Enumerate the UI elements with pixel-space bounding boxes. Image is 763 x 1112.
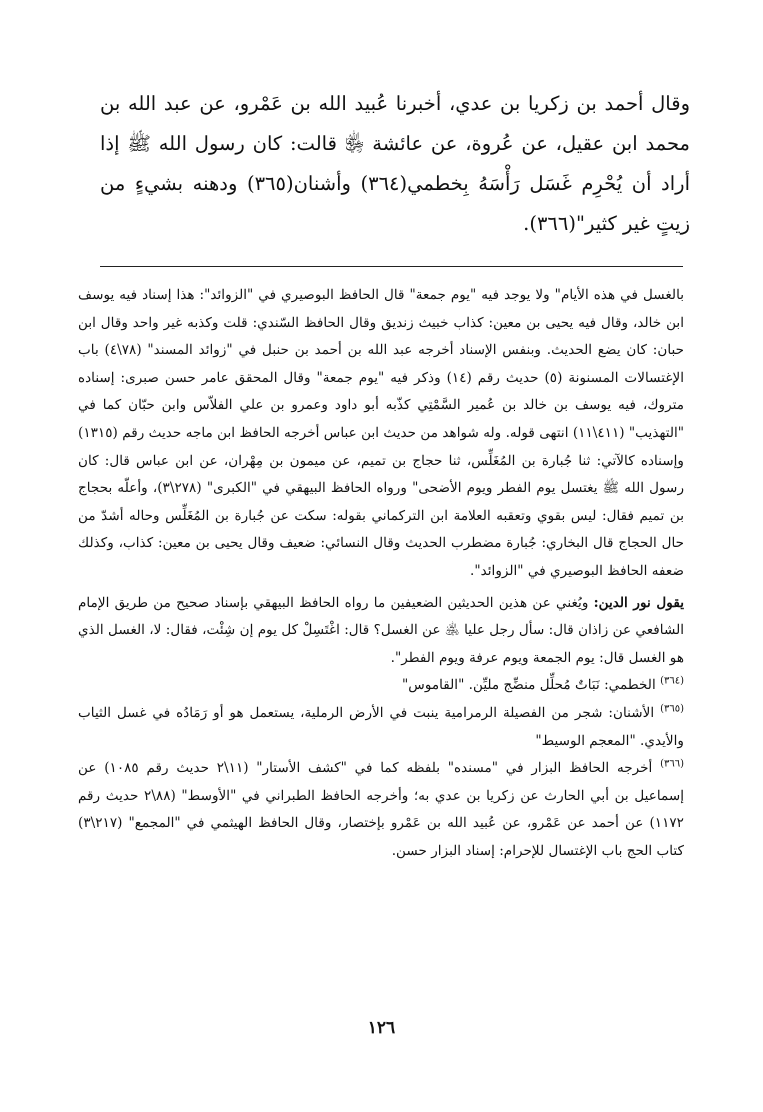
- footnote-365: [78, 700, 684, 755]
- author-comment-lead: يقول نور الدين:: [593, 594, 684, 611]
- main-text-block: [100, 84, 690, 244]
- footnote-364-number: (٣٦٤): [660, 675, 684, 687]
- footnotes-block: [78, 282, 684, 865]
- footnote-364-text: الخطمي: نَبَاتٌ مُحلِّل منضِّج مليِّن. "القاموس": [401, 677, 656, 694]
- footnote-366-text: أخرجه الحافظ البزار في "مسنده" بلفظه كما في "كشف الأستار" (١١\٢ حديث رقم ١٠٨٥) عن إسماعيل بن أبي الحارث عن زكريا بن عدي به؛ وأخرجه الحافظ الطبراني في "الأوسط" (٨٨\٢ حديث رقم ١١٧٢) عن أحمد عن عَمْرو، عن عُبيد الله بن عَمْرو بإختصار، وقال الحافظ الهيثمي في "المجمع" (٢١٧\٣) كتاب الحج باب الإغتسال للإحرام: إسناد البزار حسن.: [78, 760, 684, 859]
- footnote-365-text: الأشنان: شجر من الفصيلة الرمرامية ينبت في الأرض الرملية، يستعمل هو أو رَمَادُه في غسل الثياب والأيدي. "المعجم الوسيط": [78, 704, 684, 749]
- footnote-365-number: (٣٦٥): [660, 703, 684, 715]
- footnote-364: [78, 672, 684, 700]
- author-comment: [78, 590, 684, 673]
- footnote-separator-line: [100, 266, 683, 267]
- footnote-366-number: (٣٦٦): [660, 758, 685, 770]
- footnote-366: [78, 755, 684, 865]
- page-number: ١٢٦: [367, 1018, 396, 1038]
- footnote-continuation: بالغسل في هذه الأيام" ولا يوجد فيه "يوم جمعة" قال الحافظ البوصيري في "الزوائد": هذا إسناد فيه يوسف ابن خالد، وقال فيه يحيى بن معين: كذاب خبيث زنديق وقال الحافظ السّندي: قلت وكذبه غير واحد وقال ابن حبان: كان يضع الحديث. وبنفس الإسناد أخرجه عبد الله بن أحمد بن حنبل في "زوائد المسند" (٧٨\٤) باب الإغتسالات المسنونة (٥) حديث رقم (١٤) وذكر فيه "يوم جمعة" وقال المحقق عامر حسن صبرى: إسناده متروك، فيه يوسف بن خالد بن عُمير السَّمْتِي كذّبه أبو داود وعمرو بن علي الفلاّس وابن حبّان كما في "التهذيب" (٤١١\١١) انتهى قوله. وله شواهد من حديث ابن عباس أخرجه الحافظ ابن ماجه حديث رقم (١٣١٥) وإسناده كالآتي: ثنا جُبارة بن المُغَلِّس، ثنا حجاج بن تميم، عن ميمون بن مِهْران، عن ابن عباس قال: كان رسول الله ﷺ يغتسل يوم الفطر ويوم الأضحى" ورواه الحافظ البيهقي في "الكبرى" (٢٧٨\٣)، وأعلّه بحجاج بن تميم فقال: ليس بقوي وتعقبه العلامة ابن التركماني بقوله: سكت عن جُبارة بن المُغَلِّس وحاله أشدّ من حال الحجاج قال البخاري: جُبارة مضطرب الحديث وقال النسائي: ضعيف وقال يحيى بن معين: كذاب، وكذلك ضعفه الحافظ البوصيري في "الزوائد".: [78, 287, 685, 579]
- main-paragraph: وقال أحمد بن زكريا بن عدي، أخبرنا عُبيد الله بن عَمْرو، عن عبد الله بن محمد ابن عقيل، عن عُروة، عن عائشة ﵂ قالت: كان رسول الله ﷺ إذا أراد أن يُحْرِم غَسَل رَأْسَهُ بِخطمي(٣٦٤) وأشنان(٣٦٥) ودهنه بشيءٍ من زيتٍ غير كثير"(٣٦٦).: [100, 92, 690, 235]
- author-comment-text: ويُغني عن هذين الحديثين الضعيفين ما رواه الحافظ البيهقي بإسناد صحيح من طريق الإمام الشافعي عن زاذان قال: سأل رجل عليا ﵁ عن الغسل؟ قال: اغْتَسِلْ كل يوم إن شِئْت، فقال: لا، الغسل الذي هو الغسل قال: يوم الجمعة ويوم عرفة ويوم الفطر".: [78, 594, 684, 666]
